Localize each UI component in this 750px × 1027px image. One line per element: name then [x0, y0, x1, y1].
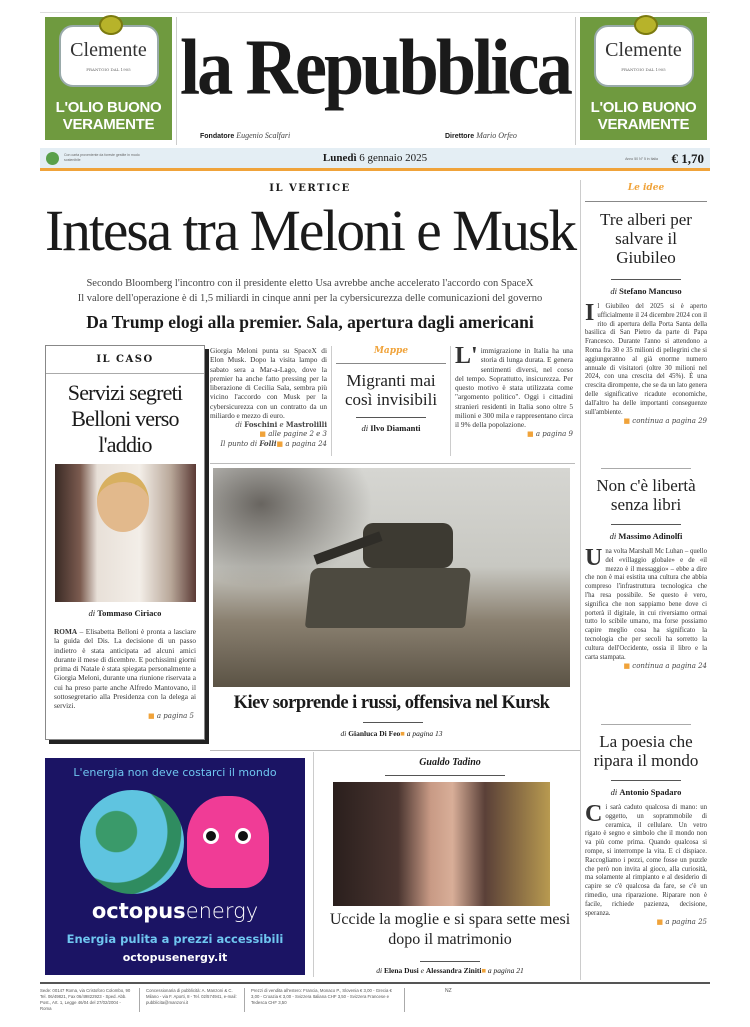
ad-brand-light: energy [185, 899, 259, 923]
byline-prefix: di [340, 729, 347, 738]
lead-ref-1[interactable]: ■ alle pagine 2 e 3 [259, 430, 327, 439]
olio-small: FRANTOIO DAL 1905 [86, 67, 131, 72]
caso-dateline: ROMA [54, 627, 78, 636]
photo-face [97, 472, 149, 532]
olio-tagline-2: VERAMENTE [597, 116, 690, 133]
ad-headline: L'energia non deve costarci il mondo [73, 766, 277, 779]
opinion-ref[interactable]: ■ a pagina 25 [656, 918, 707, 927]
drop-cap: I [585, 300, 595, 326]
gualdo-byline: di Elena Dusi e Alessandra Ziniti■ a pagina 21 [376, 966, 524, 975]
date [323, 152, 427, 164]
opinion-body: na volta Marshall Mc Luhan – quello del «villaggio globale» e de «il mezzo è il messaggio» – ebbe a dire che non è mai esistita una cultura che abbia compreso l'infrastruttura tecnologica che l'ha resa possibile. Se questo è vero, significa che non sappiamo bene dove ci porterà il digitale, in cui riversiamo ormai tutto lo scibile umano, ma forse possiamo capire meglio cosa ha significato la tecnologia che per secoli ha sorretto la cultura dell'Occidente, ossia il libro e la carta stampata. [585, 548, 707, 661]
director-label: Direttore [445, 133, 475, 140]
caso-kicker: IL CASO [46, 346, 204, 374]
olio-logo [59, 25, 159, 87]
belloni-photo [55, 464, 196, 602]
byline-name-2: Mastrolilli [285, 420, 327, 430]
frame-top [40, 12, 710, 13]
founder-label: Fondatore [200, 133, 235, 140]
ref-name: Folli [259, 439, 277, 449]
byline-and: e [279, 421, 284, 430]
lead-body-column [210, 346, 327, 449]
gualdo-headline-wrap [320, 910, 580, 950]
lead-body: Giorgia Meloni punta su SpaceX di Elon Musk. Dopo la visita lampo di sabato sera a Mar-a-Lago, dove la premier ha anche fatto pressing per la liberazione di Cecilia Sala, sembra più vicino l'accordo con Musk per la cybersicurezza con un contratto da un miliardo e mezzo di euro. [210, 346, 327, 421]
divider [611, 780, 681, 781]
opinion-ref[interactable]: ■ continua a pagina 29 [623, 417, 707, 426]
ref-text: a pagina 25 [665, 918, 707, 927]
olio-tagline-1: L'OLIO BUONO [55, 99, 162, 116]
octopus-icon [187, 796, 269, 888]
caso-body-text: – Elisabetta Belloni è pronta a lasciare la guida del Dis. La decisione di un passo indietro è stata anticipata ad alcuni amici durante il mese di dicembre. E pochissimi giorni prima di Natale è stata spiegata personalmente a Giorgia Meloni, durante una riunione riservata a cui ha preso parte anche Alfredo Mantovano, il sottosegretario alla Presidenza con la delega ai servizi. [54, 627, 196, 711]
date-day: Lunedì [322, 152, 357, 164]
date-bar [40, 148, 710, 171]
opinion-adinolfi [585, 476, 707, 724]
opinion-ref[interactable]: ■ continua a pagina 24 [623, 662, 707, 671]
lead-secondary-headline[interactable]: Da Trump elogi alla premier. Sala, apertura dagli americani [86, 312, 534, 332]
divider [601, 724, 691, 725]
ref-text: continua a pagina 29 [632, 417, 707, 426]
opinion-byline-name: Stefano Mancuso [619, 286, 682, 296]
ad-url[interactable]: octopusenergy.it [122, 951, 228, 964]
opinion-byline [585, 286, 707, 297]
mappe-byline [336, 423, 446, 434]
olive-icon [634, 15, 658, 35]
byline-prefix: di [235, 421, 243, 430]
opinion-body: l Giubileo del 2025 si è aperto ufficialmente il 24 dicembre 2024 con il rito di apertura della Porta Santa della basilica di San Pietro da parte di Papa Francesco. Durante l'anno si attendono a Roma fra 30 e 35 milioni di pellegrini che si aggiungeranno al già enorme numero annuale di visitatori (oltre 30 milioni nel 2024, con una crescita del 45%). È una crescita dirompente, che se da un lato genera delle significative ricadute economiche, dall'altro ha delle importanti conseguenze sull'ambiente. [585, 303, 707, 416]
divider [601, 468, 691, 469]
footer-col-2: Concessionaria di pubblicità: A. Manzoni & C. Milano - via F. Aporti, 8 - Tel. 02/574941, e-mail: pubblicita@manzoni.it [140, 988, 245, 1012]
byline-name-2: Alessandra Ziniti [425, 966, 482, 975]
founder-line [200, 131, 290, 140]
mappe-body-column [455, 343, 573, 439]
divider [356, 417, 426, 418]
gualdo-kicker: Gualdo Tadino [419, 757, 481, 768]
opinion-mancuso [585, 210, 707, 468]
byline-prefix: di [610, 787, 618, 797]
photo-turret [363, 523, 453, 568]
footer [40, 988, 710, 1012]
founder-name: Eugenio Scalfari [236, 131, 291, 140]
lead-byline [210, 420, 327, 430]
ad-brand [45, 898, 305, 924]
divider [363, 722, 423, 723]
olio-brand: Clemente [605, 39, 682, 61]
divider [580, 180, 581, 980]
ref-text: a pagina 9 [535, 429, 573, 438]
opinion-title[interactable]: La poesia che ripara il mondo [593, 732, 699, 770]
drop-cap: U [585, 545, 603, 571]
opinion-byline [585, 531, 707, 542]
opinion-body: i sarà caduto qualcosa di mano: un oggetto, un soprammobile di ceramica, il cellulare. Un vetro rigato è segno e simbolo che il mondo non va più come prima. Quando qualcosa si rompe, si interrompe la vita. E ci dispiace. Raccogliamo i pezzi, come fosse un puzzle che però non invita al gioco, alla curiosità, ma solamente al rimpianto e al desiderio di capire se c'è qualcosa da fare, se c'è un rimedio, una riparazione. Riparare non è facile, richiede pazienza, decisione, speranza. [585, 804, 707, 917]
mappe-byline-name: Ilvo Diamanti [370, 423, 421, 433]
divider [450, 346, 451, 456]
olio-ad-right[interactable] [580, 17, 707, 140]
date-rest: 6 gennaio 2025 [359, 152, 428, 164]
olio-logo [594, 25, 694, 87]
masthead-title: la Repubblica [180, 23, 570, 112]
kursk-ref[interactable]: a pagina 13 [406, 729, 443, 738]
olio-brand: Clemente [70, 39, 147, 61]
byline-prefix: di [361, 423, 369, 433]
divider [210, 463, 575, 464]
photo-tank [305, 568, 471, 628]
footer-col-3: Prezzi di vendita all'estero: Francia, Monaco P., Slovenia € 3,00 - Grecia € 3,00 - Croazia € 3,00 - Svizzera Italiana CHF 3,50 - Svizzera Francese e Tedesca CHF 3,50 [245, 988, 405, 1012]
olio-small: FRANTOIO DAL 1905 [621, 67, 666, 72]
caso-ref[interactable]: ■ a pagina 5 [148, 711, 194, 720]
footer-rule [40, 982, 710, 984]
il-caso-box [45, 345, 205, 740]
byline-prefix: di [376, 966, 383, 975]
ref-text: a pagina 5 [156, 711, 194, 720]
lead-kicker: IL VERTICE [269, 183, 351, 194]
kursk-headline[interactable]: Kiev sorprende i russi, offensiva nel Kursk [233, 693, 550, 713]
mappe-body: immigrazione in Italia ha una storia di lunga durata. E genera sentimenti diversi, nel corso del tempo. Soprattutto, insicurezza. Per questo motivo è stata utilizzata come "argomento politico". Oggi i cittadini stranieri residenti in Italia sono oltre 5 milioni e 300 mila e rappresentano circa il 9% della popolazione. [455, 346, 573, 430]
opinion-byline-name: Massimo Adinolfi [618, 531, 683, 541]
divider [611, 279, 681, 280]
mappe-kicker: Mappe [336, 346, 446, 364]
lead-subtitle [45, 276, 575, 306]
caso-byline-name: Tommaso Ciriaco [97, 608, 162, 618]
mappe-headline[interactable]: Migranti mai così invisibili [344, 371, 438, 409]
ad-brand-bold: octopus [91, 899, 186, 923]
fsc-note: Con carta proveniente da foreste gestite in modo sostenibile [64, 153, 140, 162]
caso-headline[interactable]: Servizi segreti Belloni verso l'addio [67, 380, 183, 457]
lead-sub-1: Secondo Bloomberg l'incontro con il presidente eletto Usa avrebbe anche accelerato l'accordo con SpaceX [86, 278, 534, 289]
divider [575, 17, 576, 145]
mappe-column [336, 346, 446, 434]
kursk-photo [213, 468, 570, 687]
idee-kicker: Le idee [585, 183, 707, 202]
drop-cap: L' [455, 343, 478, 369]
divider [420, 961, 480, 962]
olio-tagline-1: L'OLIO BUONO [590, 99, 697, 116]
lead-headline[interactable]: Intesa tra Meloni e Musk [45, 198, 576, 263]
drop-cap: C [585, 801, 603, 827]
ref-text: continua a pagina 24 [632, 662, 707, 671]
footer-col-1: Sede: 00147 Roma, via Cristoforo Colombo, 90 Tel. 06/49821, Fax 06/49822923 - Sped. Abb. Post., Art. 1, Legge 46/04 del 27/02/2004 - Roma [40, 988, 140, 1012]
kursk-byline: di Gianluca Di Feo■ a pagina 13 [340, 729, 443, 738]
byline-and: e [420, 966, 424, 975]
gualdo-photo [333, 782, 550, 906]
opinion-spadaro [585, 732, 707, 927]
byline-prefix: di [88, 608, 96, 618]
ad-tagline: Energia pulita a prezzi accessibili [66, 932, 284, 946]
ref-prefix: Il punto di [220, 440, 258, 449]
octopus-energy-ad[interactable] [45, 758, 305, 975]
kursk-byline-name: Gianluca Di Feo [348, 729, 401, 738]
opinion-title[interactable]: Tre alberi per salvare il Giubileo [600, 210, 692, 267]
price-note: Anno 50 N° 5 in Italia [625, 157, 658, 161]
divider [331, 346, 332, 456]
gualdo-headline[interactable]: Uccide la moglie e si spara sette mesi dopo il matrimonio [329, 911, 571, 948]
lead-sub-2: Il valore dell'operazione è di 1,5 miliardi in cinque anni per la cybersicurezza delle comunicazioni del governo [77, 293, 543, 304]
byline-name-1: Elena Dusi [383, 966, 419, 975]
price: € 1,70 [671, 151, 704, 166]
divider [313, 752, 314, 977]
ref-text: a pagina 24 [285, 440, 327, 449]
fsc-icon [46, 152, 59, 165]
caso-body [54, 627, 196, 711]
byline-name-1: Foschini [244, 420, 278, 430]
divider [210, 750, 580, 751]
le-idee-column [585, 183, 707, 927]
divider [385, 775, 505, 776]
olio-tagline-2: VERAMENTE [62, 116, 155, 133]
byline-prefix: di [609, 531, 617, 541]
byline-prefix: di [610, 286, 617, 296]
divider [611, 524, 681, 525]
director-line [445, 131, 517, 140]
divider [176, 17, 177, 145]
opinion-byline [585, 787, 707, 798]
ref-text: alle pagine 2 e 3 [268, 430, 327, 439]
caso-byline [46, 608, 204, 619]
gualdo-ref[interactable]: a pagina 21 [487, 966, 524, 975]
opinion-title[interactable]: Non c'è libertà senza libri [596, 476, 696, 514]
olio-ad-left[interactable] [45, 17, 172, 140]
olive-icon [99, 15, 123, 35]
opinion-byline-name: Antonio Spadaro [619, 787, 682, 797]
footer-code: NZ [445, 988, 452, 994]
earth-icon [80, 790, 184, 894]
director-name: Mario Orfeo [476, 131, 517, 140]
lead-ref-2[interactable]: Il punto di Folli■ a pagina 24 [220, 439, 327, 449]
mappe-ref[interactable]: ■ a pagina 9 [527, 429, 573, 438]
